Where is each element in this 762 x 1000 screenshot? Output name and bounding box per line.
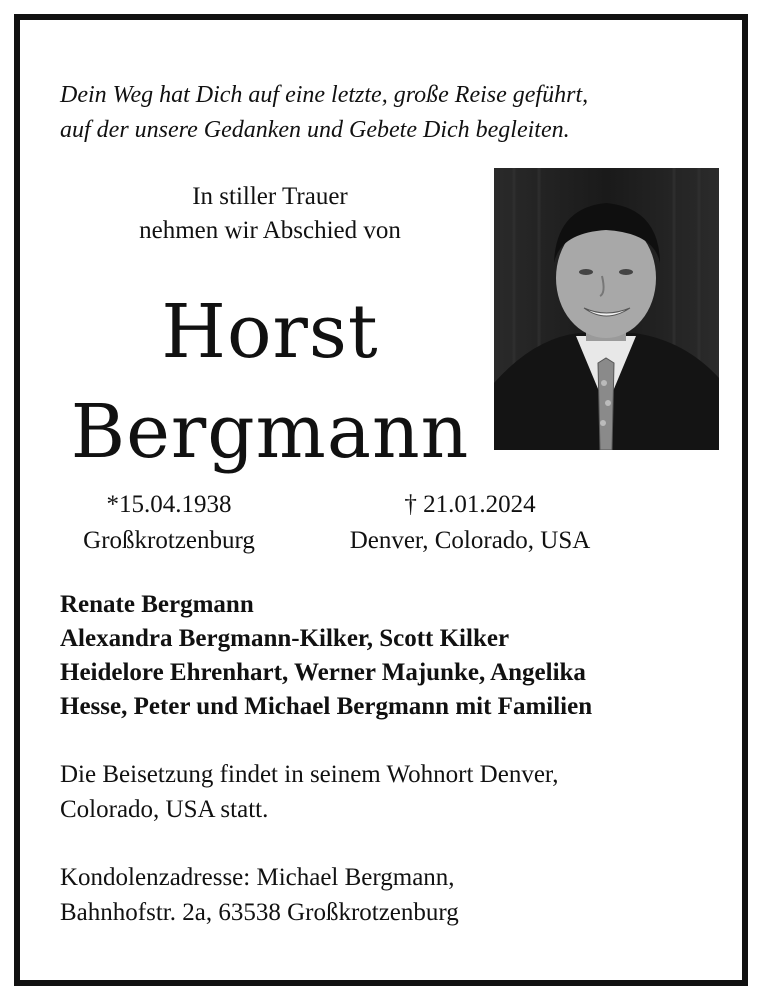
portrait-illustration — [494, 168, 719, 450]
death-date: † 21.01.2024 — [404, 491, 536, 518]
death-info — [320, 487, 620, 559]
mourning-line: In stiller Trauer — [192, 183, 348, 210]
death-place: Denver, Colorado, USA — [349, 527, 591, 554]
mourners-line: Hesse, Peter und Michael Bergmann mit Familien — [60, 693, 593, 720]
burial-line: Colorado, USA statt. — [60, 796, 269, 823]
mourners-list — [60, 588, 710, 724]
condolence-address — [60, 860, 710, 930]
deceased-first-name: Horst — [161, 289, 379, 375]
burial-notice — [60, 757, 710, 827]
burial-line: Die Beisetzung findet in seinem Wohnort Denver, — [60, 761, 559, 788]
deceased-name — [50, 282, 490, 482]
mourners-line: Renate Bergmann — [60, 591, 254, 618]
intro-line: Dein Weg hat Dich auf eine letzte, große Reise geführt, — [60, 82, 589, 108]
address-line: Bahnhofstr. 2a, 63538 Großkrotzenburg — [60, 899, 459, 926]
birth-place: Großkrotzenburg — [83, 527, 255, 554]
portrait-photo — [494, 168, 719, 450]
birth-info — [50, 487, 288, 559]
mourners-line: Heidelore Ehrenhart, Werner Majunke, Angelika — [60, 659, 586, 686]
birth-date: *15.04.1938 — [106, 491, 232, 518]
intro-verse — [60, 78, 680, 148]
intro-line: auf der unsere Gedanken und Gebete Dich begleiten. — [60, 117, 570, 143]
mourning-line: nehmen wir Abschied von — [139, 217, 401, 244]
address-line: Kondolenzadresse: Michael Bergmann, — [60, 864, 455, 891]
mourning-heading — [80, 180, 460, 248]
deceased-last-name: Bergmann — [70, 389, 470, 475]
mourners-line: Alexandra Bergmann-Kilker, Scott Kilker — [60, 625, 510, 652]
